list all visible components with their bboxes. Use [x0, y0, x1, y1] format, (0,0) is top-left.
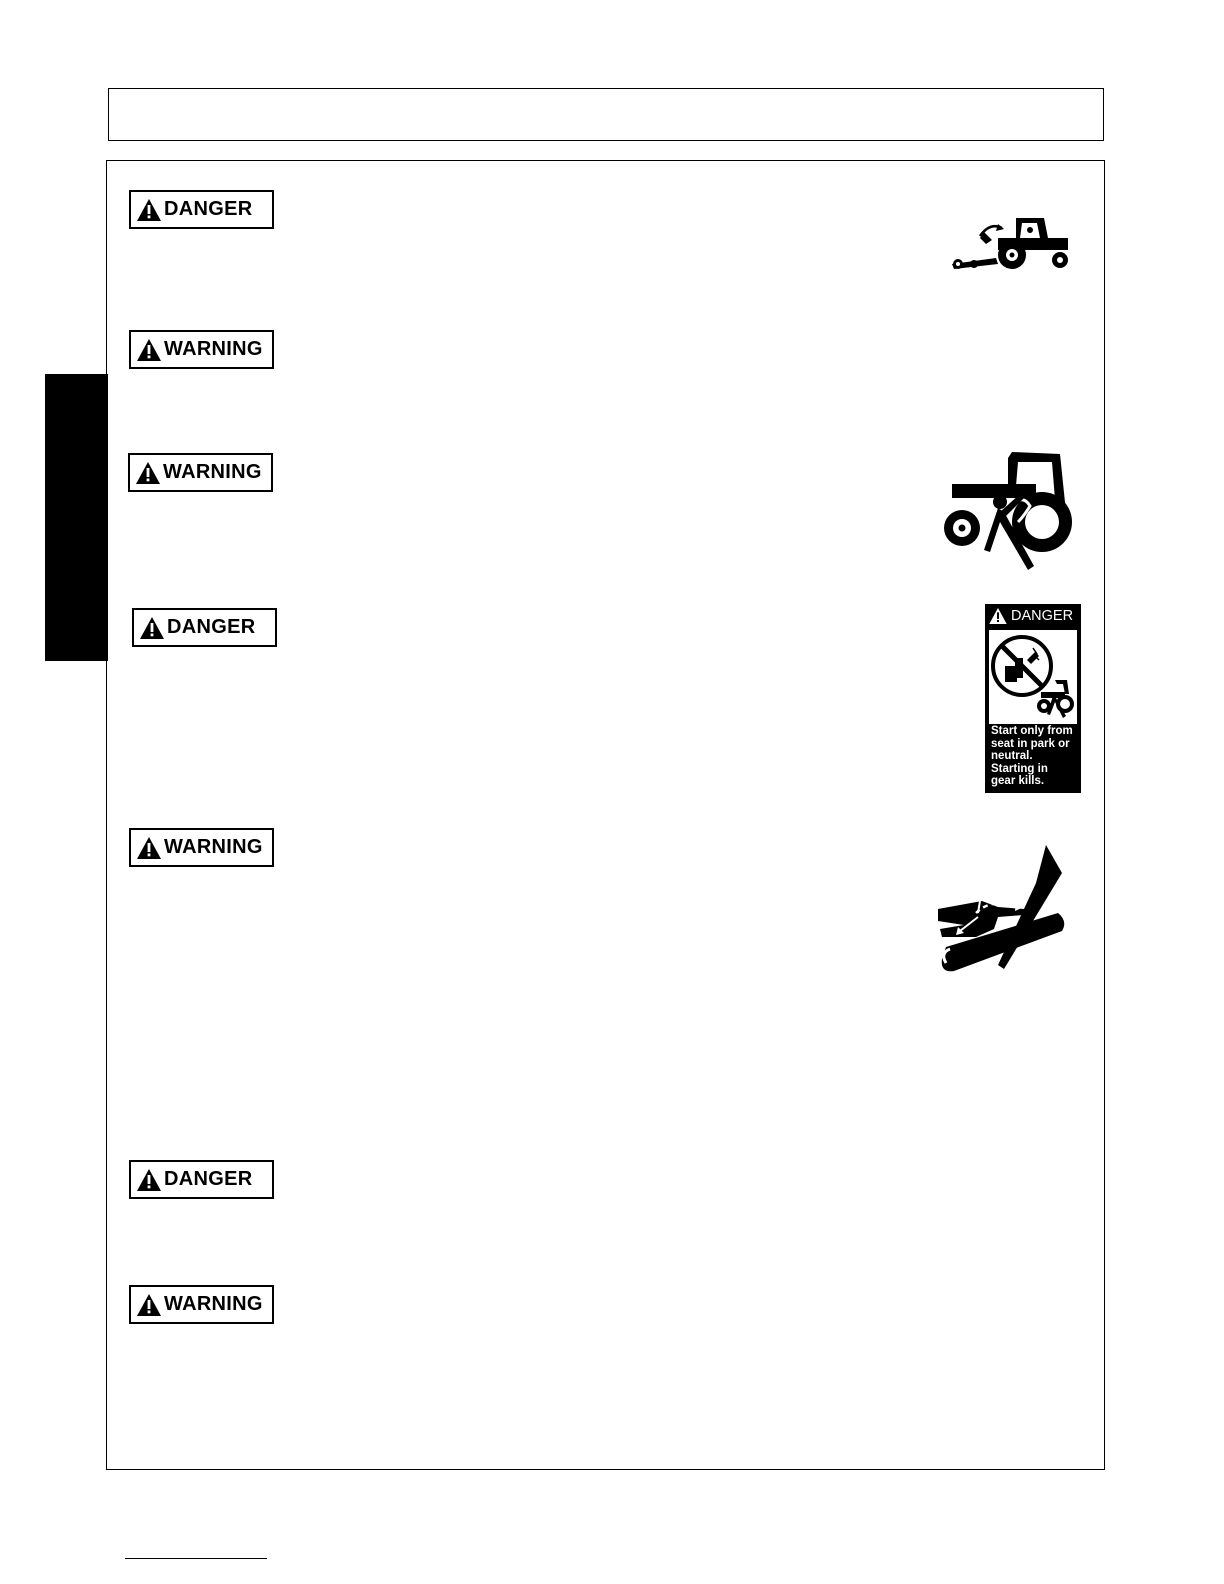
badge-label: DANGER: [164, 198, 253, 220]
alert-triangle-icon: [140, 617, 164, 639]
alert-triangle-icon: [137, 837, 161, 859]
decal-text-line: neutral.: [991, 750, 1033, 762]
alert-triangle-icon: [136, 462, 160, 484]
warning-badge: [129, 330, 274, 369]
danger-badge: [129, 1160, 274, 1199]
danger-badge: [129, 190, 274, 229]
decal-text-line: seat in park or: [991, 737, 1070, 750]
decal-text-line: Starting in: [991, 762, 1048, 775]
badge-label: DANGER: [167, 616, 256, 638]
section-side-tab: [45, 374, 108, 661]
alert-triangle-icon: [137, 1169, 161, 1191]
alert-triangle-icon: [137, 199, 161, 221]
high-pressure-fluid-injection-icon: [934, 843, 1070, 979]
warning-badge: [129, 828, 274, 867]
alert-triangle-icon: [137, 1294, 161, 1316]
badge-label: WARNING: [164, 338, 263, 360]
decal-text-line: Start only from: [991, 725, 1073, 737]
tractor-thrown-object-icon: [950, 214, 1074, 272]
header-box: [108, 88, 1104, 141]
badge-label: WARNING: [163, 461, 262, 483]
alert-triangle-icon: [989, 608, 1007, 624]
danger-decal: [985, 604, 1081, 793]
footer-rule: [125, 1558, 267, 1559]
no-bypass-start-icon: [989, 630, 1077, 724]
badge-label: WARNING: [164, 1293, 263, 1315]
decal-title: DANGER: [1011, 608, 1074, 624]
tractor-runover-icon: [944, 450, 1074, 574]
decal-text-line: gear kills.: [991, 775, 1045, 787]
alert-triangle-icon: [137, 339, 161, 361]
badge-label: WARNING: [164, 836, 263, 858]
warning-badge: [129, 1285, 274, 1324]
danger-badge: [132, 608, 277, 647]
warning-badge: [128, 453, 273, 492]
decal-image-panel: [989, 630, 1077, 724]
decal-warning-text: [991, 725, 1079, 788]
badge-label: DANGER: [164, 1168, 253, 1190]
